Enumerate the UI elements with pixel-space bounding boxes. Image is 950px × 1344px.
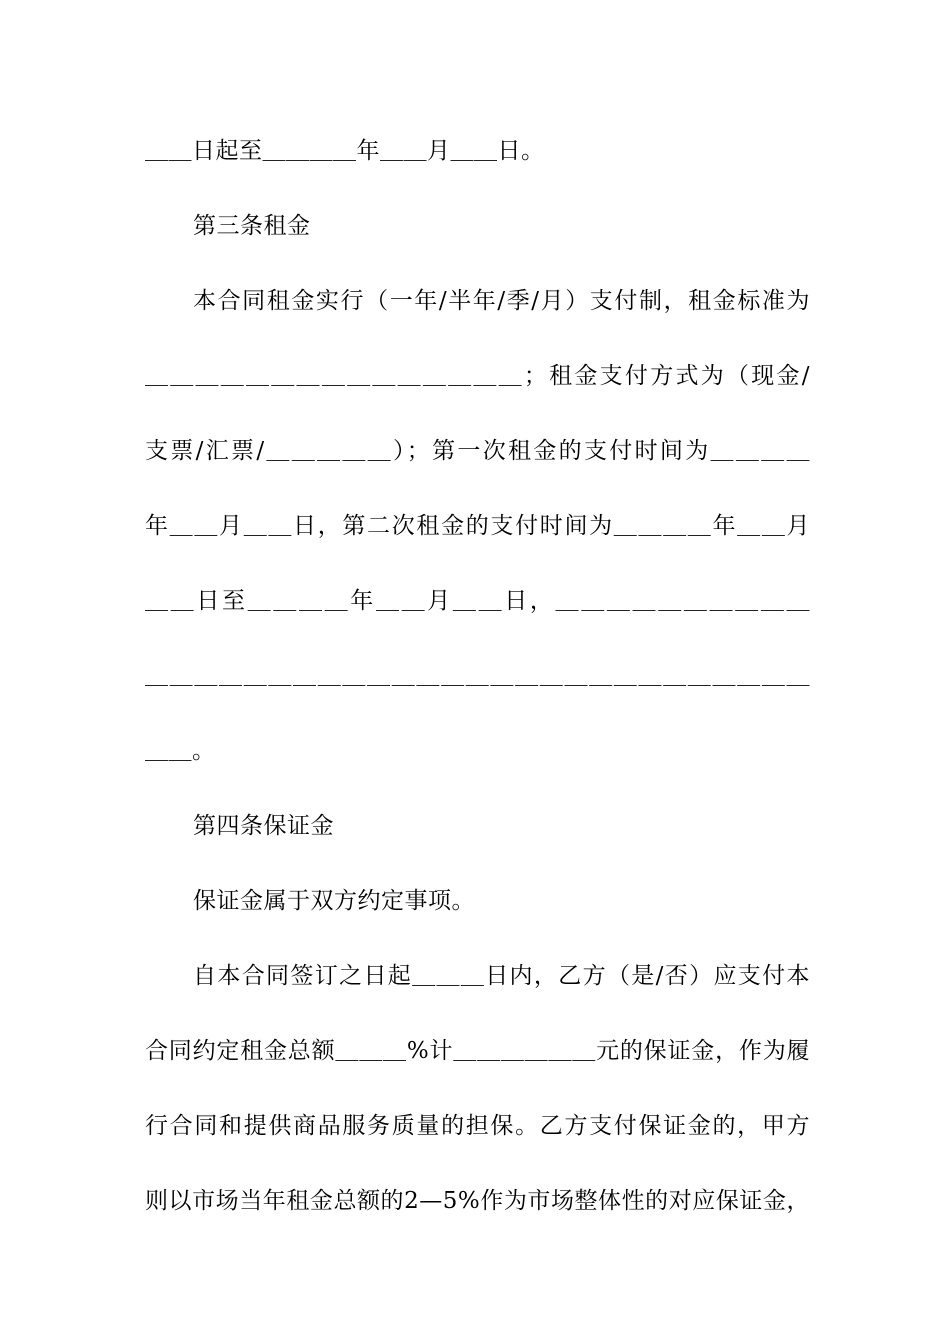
text-line-12: 自本合同签订之日起＿＿＿日内，乙方（是/否）应支付本 (193, 963, 810, 989)
text-line-8: ＿＿＿＿＿＿＿＿＿＿＿＿＿＿＿＿＿＿＿＿＿＿＿＿＿＿＿ (145, 663, 810, 689)
text-line-3: 本合同租金实行（一年/半年/季/月）支付制，租金标准为 (193, 288, 810, 314)
section-heading-article-3: 第三条租金 (193, 213, 311, 239)
text-line-6: 年＿＿月＿＿日，第二次租金的支付时间为＿＿＿＿年＿＿月 (145, 513, 810, 539)
section-heading-article-4: 第四条保证金 (193, 813, 334, 839)
text-line-11: 保证金属于双方约定事项。 (193, 888, 475, 914)
text-line-1: ＿＿日起至＿＿＿＿年＿＿月＿＿日。 (145, 138, 545, 164)
text-line-13: 合同约定租金总额＿＿＿%计＿＿＿＿＿＿元的保证金，作为履 (145, 1038, 810, 1064)
text-line-5: 支票/汇票/＿＿＿＿＿）；第一次租金的支付时间为＿＿＿＿ (145, 438, 810, 464)
text-line-9: ＿＿。 (145, 738, 216, 764)
text-line-14: 行合同和提供商品服务质量的担保。乙方支付保证金的，甲方 (145, 1113, 810, 1139)
text-line-4: ＿＿＿＿＿＿＿＿＿＿＿＿＿＿＿；租金支付方式为（现金/ (145, 363, 810, 389)
text-line-7: ＿＿日至＿＿＿＿年＿＿月＿＿日，＿＿＿＿＿＿＿＿＿＿ (145, 588, 810, 614)
text-line-15: 则以市场当年租金总额的2—5%作为市场整体性的对应保证金， (145, 1188, 810, 1214)
